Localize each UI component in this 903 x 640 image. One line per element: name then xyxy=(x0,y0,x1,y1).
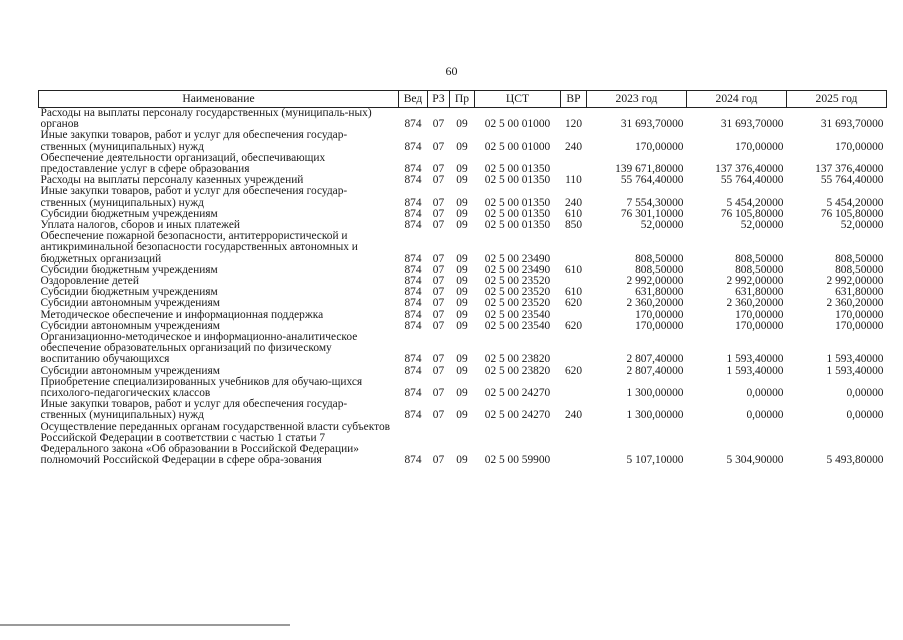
row-value-2025: 31 693,70000 xyxy=(820,118,884,131)
row-cst: 02 5 00 23820 xyxy=(484,353,551,366)
row-cst: 02 5 00 59900 xyxy=(484,454,551,467)
page-number: 60 xyxy=(445,64,458,78)
row-value-2025: 1 593,40000 xyxy=(826,353,884,366)
row-value-2025: 2 992,00000 xyxy=(826,275,884,288)
row-value-2023: 31 693,70000 xyxy=(620,118,684,131)
header-2025: 2025 год xyxy=(787,91,887,108)
row-ved: 874 xyxy=(404,219,422,232)
table-row xyxy=(39,377,887,399)
row-value-2024: 55 764,40000 xyxy=(720,174,784,187)
row-cst: 02 5 00 01000 xyxy=(484,118,551,131)
row-value-2024: 808,50000 xyxy=(735,252,784,265)
row-ved: 874 xyxy=(404,163,422,176)
row-pr: 09 xyxy=(456,297,468,310)
row-name: Субсидии автономным учреждениям xyxy=(40,297,220,310)
row-value-2025: 5 454,20000 xyxy=(826,196,884,209)
row-name: Уплата налогов, сборов и иных платежей xyxy=(40,219,240,232)
row-value-2024: 170,00000 xyxy=(735,140,784,153)
row-value-2023: 76 301,10000 xyxy=(620,207,684,220)
row-name: Субсидии автономным учреждениям xyxy=(40,319,220,332)
row-vr: 610 xyxy=(564,263,583,276)
row-pr: 09 xyxy=(456,387,468,400)
table-row xyxy=(39,231,887,265)
table-row xyxy=(39,108,887,131)
row-pr: 09 xyxy=(456,275,468,288)
row-value-2024: 1 593,40000 xyxy=(726,353,784,366)
row-rz: 07 xyxy=(432,252,445,265)
row-cst: 02 5 00 23540 xyxy=(484,308,551,321)
row-value-2025: 808,50000 xyxy=(835,252,884,265)
row-name: Обеспечение пожарной безопасности, антитеррористической и антикриминальной безопасности государственных автономных и бюджетных организаций xyxy=(40,230,358,265)
row-rz: 07 xyxy=(432,219,445,232)
row-value-2025: 2 360,20000 xyxy=(826,297,884,310)
row-vr xyxy=(561,332,587,366)
row-value-2024: 2 360,20000 xyxy=(726,297,784,310)
row-value-2025: 170,00000 xyxy=(835,319,884,332)
bottom-rule xyxy=(0,624,290,626)
row-cst: 02 5 00 23540 xyxy=(484,319,551,332)
row-rz: 07 xyxy=(432,174,445,187)
row-rz: 07 xyxy=(432,319,445,332)
row-cst: 02 5 00 01000 xyxy=(484,140,551,153)
row-vr xyxy=(561,422,587,469)
row-name: Иные закупки товаров, работ и услуг для обеспечения государ-ственных (муниципальных) нужд xyxy=(40,398,348,422)
row-ved: 874 xyxy=(404,275,422,288)
table-row xyxy=(39,298,887,309)
row-cst: 02 5 00 23490 xyxy=(484,252,551,265)
row-ved: 874 xyxy=(404,207,422,220)
table-row xyxy=(39,332,887,366)
row-name: Оздоровление детей xyxy=(40,275,139,288)
row-cst: 02 5 00 23820 xyxy=(484,364,551,377)
row-rz: 07 xyxy=(432,263,445,276)
row-name: Субсидии бюджетным учреждениям xyxy=(40,263,218,276)
table-header-row xyxy=(39,91,887,108)
header-name: Наименование xyxy=(39,91,399,108)
row-pr: 09 xyxy=(456,140,468,153)
row-ved: 874 xyxy=(404,174,422,187)
row-value-2024: 76 105,80000 xyxy=(720,207,784,220)
row-rz: 07 xyxy=(432,275,445,288)
row-name: Методическое обеспечение и информационная поддержка xyxy=(40,308,324,321)
row-name: Расходы на выплаты персоналу казенных учреждений xyxy=(40,174,304,187)
row-rz: 07 xyxy=(432,140,445,153)
row-cst: 02 5 00 23490 xyxy=(484,263,551,276)
row-value-2024: 5 304,90000 xyxy=(726,454,784,467)
row-name: Организационно-методическое и информационно-аналитическое обеспечение образовательных организаций по физическому воспитанию обучающихся xyxy=(40,331,358,366)
row-value-2024: 808,50000 xyxy=(735,263,784,276)
row-rz: 07 xyxy=(432,387,445,400)
row-vr: 110 xyxy=(565,174,582,187)
row-pr: 09 xyxy=(456,219,468,232)
row-ved: 874 xyxy=(404,319,422,332)
row-cst: 02 5 00 23520 xyxy=(484,286,551,299)
row-value-2025: 0,00000 xyxy=(846,387,884,400)
header-rz: РЗ xyxy=(428,91,450,108)
row-pr: 09 xyxy=(456,252,468,265)
row-pr: 09 xyxy=(456,353,468,366)
row-value-2025: 55 764,40000 xyxy=(820,174,884,187)
row-cst: 02 5 00 01350 xyxy=(484,174,551,187)
row-vr: 610 xyxy=(564,286,583,299)
row-pr: 09 xyxy=(456,308,468,321)
row-name: Приобретение специализированных учебников для обучаю-щихся психолого-педагогических классов xyxy=(40,375,363,400)
row-name: Иные закупки товаров, работ и услуг для обеспечения государ-ственных (муниципальных) нужд xyxy=(40,185,348,209)
row-value-2023: 2 992,00000 xyxy=(626,275,684,288)
table-row xyxy=(39,130,887,152)
header-cst: ЦСТ xyxy=(475,91,561,108)
row-value-2025: 631,80000 xyxy=(835,286,884,299)
row-vr: 240 xyxy=(564,140,583,153)
row-pr: 09 xyxy=(456,196,468,209)
row-pr: 09 xyxy=(456,263,468,276)
row-cst: 02 5 00 23520 xyxy=(484,297,551,310)
row-value-2023: 52,00000 xyxy=(640,219,684,232)
table-row xyxy=(39,399,887,421)
row-value-2023: 170,00000 xyxy=(635,319,684,332)
row-cst: 02 5 00 24270 xyxy=(484,409,551,422)
row-ved: 874 xyxy=(404,286,422,299)
row-pr: 09 xyxy=(456,454,468,467)
row-value-2024: 0,00000 xyxy=(746,409,784,422)
row-cst: 02 5 00 01350 xyxy=(484,196,551,209)
row-name: Расходы на выплаты персоналу государственных (муниципаль-ных) органов xyxy=(40,107,372,131)
row-ved: 874 xyxy=(404,297,422,310)
row-rz: 07 xyxy=(432,286,445,299)
row-cst: 02 5 00 24270 xyxy=(484,387,551,400)
row-value-2023: 631,80000 xyxy=(635,286,684,299)
row-ved: 874 xyxy=(404,387,422,400)
header-vr: ВР xyxy=(561,91,587,108)
row-rz: 07 xyxy=(432,353,445,366)
row-vr: 610 xyxy=(564,207,583,220)
row-pr: 09 xyxy=(456,163,468,176)
row-name: Субсидии бюджетным учреждениям xyxy=(40,207,218,220)
row-value-2023: 808,50000 xyxy=(635,252,684,265)
row-rz: 07 xyxy=(432,207,445,220)
row-pr: 09 xyxy=(456,364,468,377)
row-vr: 120 xyxy=(564,118,583,131)
row-value-2023: 808,50000 xyxy=(635,263,684,276)
row-value-2023: 1 300,00000 xyxy=(626,387,684,400)
row-vr: 240 xyxy=(564,196,583,209)
row-ved: 874 xyxy=(404,308,422,321)
row-ved: 874 xyxy=(404,353,422,366)
row-value-2023: 170,00000 xyxy=(635,308,684,321)
row-rz: 07 xyxy=(432,454,445,467)
table-body xyxy=(39,108,887,469)
row-cst: 02 5 00 01350 xyxy=(484,219,551,232)
row-value-2024: 5 454,20000 xyxy=(726,196,784,209)
row-cst: 02 5 00 01350 xyxy=(484,163,551,176)
row-pr: 09 xyxy=(456,174,468,187)
row-rz: 07 xyxy=(432,196,445,209)
row-cst: 02 5 00 01350 xyxy=(484,207,551,220)
row-ved: 874 xyxy=(404,454,422,467)
row-value-2025: 0,00000 xyxy=(846,409,884,422)
row-rz: 07 xyxy=(432,308,445,321)
row-value-2023: 7 554,30000 xyxy=(626,196,684,209)
row-value-2024: 631,80000 xyxy=(735,286,784,299)
row-value-2025: 137 376,40000 xyxy=(815,163,884,176)
row-ved: 874 xyxy=(404,118,422,131)
row-pr: 09 xyxy=(456,409,468,422)
row-rz: 07 xyxy=(432,163,445,176)
row-rz: 07 xyxy=(432,118,445,131)
row-value-2023: 170,00000 xyxy=(635,140,684,153)
row-value-2025: 5 493,80000 xyxy=(826,454,884,467)
row-value-2025: 170,00000 xyxy=(835,308,884,321)
row-value-2024: 170,00000 xyxy=(735,319,784,332)
row-value-2024: 31 693,70000 xyxy=(720,118,784,131)
row-rz: 07 xyxy=(432,364,445,377)
row-pr: 09 xyxy=(456,118,468,131)
row-value-2024: 0,00000 xyxy=(746,387,784,400)
budget-table xyxy=(38,90,887,469)
header-2023: 2023 год xyxy=(587,91,687,108)
table-row xyxy=(39,422,887,469)
header-pr: Пр xyxy=(450,91,475,108)
row-pr: 09 xyxy=(456,207,468,220)
row-cst: 02 5 00 23520 xyxy=(484,275,551,288)
row-ved: 874 xyxy=(404,196,422,209)
row-value-2024: 52,00000 xyxy=(740,219,784,232)
row-rz: 07 xyxy=(432,409,445,422)
row-value-2025: 170,00000 xyxy=(835,140,884,153)
row-value-2023: 139 671,80000 xyxy=(615,163,684,176)
row-ved: 874 xyxy=(404,409,422,422)
row-value-2023: 1 300,00000 xyxy=(626,409,684,422)
row-name: Обеспечение деятельности организаций, обеспечивающих предоставление услуг в сфере образования xyxy=(40,151,326,176)
header-2024: 2024 год xyxy=(687,91,787,108)
row-value-2023: 2 360,20000 xyxy=(626,297,684,310)
row-ved: 874 xyxy=(404,364,422,377)
row-value-2025: 808,50000 xyxy=(835,263,884,276)
row-ved: 874 xyxy=(404,252,422,265)
table-row xyxy=(39,153,887,175)
row-pr: 09 xyxy=(456,286,468,299)
row-value-2023: 2 807,40000 xyxy=(626,353,684,366)
row-name: Субсидии автономным учреждениям xyxy=(40,364,220,377)
row-vr xyxy=(561,377,587,399)
row-vr xyxy=(561,153,587,175)
row-value-2024: 137 376,40000 xyxy=(715,163,784,176)
row-value-2023: 55 764,40000 xyxy=(620,174,684,187)
header-ved: Вед xyxy=(399,91,428,108)
row-value-2025: 76 105,80000 xyxy=(820,207,884,220)
row-name: Осуществление переданных органам государственной власти субъектов Российской Федерации в соответствии с частью 1 статьи 7 Федерального закона «Об образовании в Российской Федерации» полномочий Российской Федерации в сфере обра-зования xyxy=(40,420,391,467)
row-rz: 07 xyxy=(432,297,445,310)
row-value-2023: 2 807,40000 xyxy=(626,364,684,377)
row-value-2024: 170,00000 xyxy=(735,308,784,321)
row-vr: 620 xyxy=(564,319,583,332)
row-vr xyxy=(561,231,587,265)
row-value-2024: 1 593,40000 xyxy=(726,364,784,377)
row-vr: 240 xyxy=(564,409,583,422)
row-pr: 09 xyxy=(456,319,468,332)
row-name: Иные закупки товаров, работ и услуг для обеспечения государ-ственных (муниципальных) нужд xyxy=(40,129,348,153)
row-value-2025: 52,00000 xyxy=(840,219,884,232)
row-vr: 850 xyxy=(564,219,583,232)
row-ved: 874 xyxy=(404,140,422,153)
row-vr: 620 xyxy=(564,297,583,310)
table-row xyxy=(39,186,887,208)
row-value-2024: 2 992,00000 xyxy=(726,275,784,288)
row-vr: 620 xyxy=(564,364,583,377)
row-ved: 874 xyxy=(404,263,422,276)
row-value-2025: 1 593,40000 xyxy=(826,364,884,377)
row-value-2023: 5 107,10000 xyxy=(626,454,684,467)
row-name: Субсидии бюджетным учреждениям xyxy=(40,286,218,299)
